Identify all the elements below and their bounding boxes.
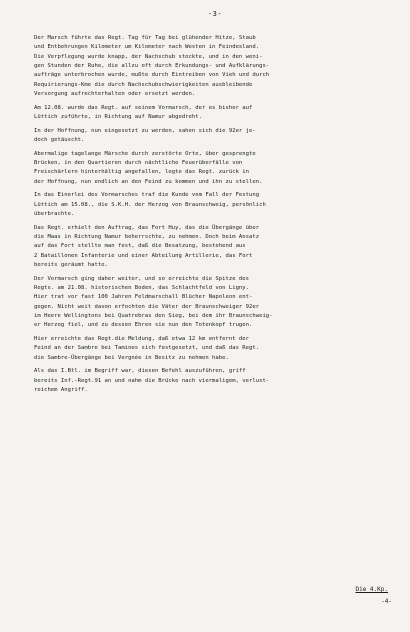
text-line: bereits Inf.-Regt.91 an und nahm die Brücke nach viermaligem, verlust- [34,377,270,384]
text-line: aufträge unterbrochen wurde, mußte durch Eintreiben von Vieh und durch [34,72,270,79]
paragraph [34,275,396,331]
paragraph [34,224,396,271]
text-line: Abermalige tagelange Märsche durch zerstörte Orte, über gesprengte [34,150,256,157]
text-line: Brücken, in den Quartieren durch nächtliche Feuerüberfälle von [34,160,243,167]
text-line: und Entbehrungen Kilometer um Kilometer nach Westen in Feindesland. [34,44,260,51]
text-line: Der Vormarsch ging daher weiter, und so erreichte die Spitze des [34,275,250,282]
text-line: Der Marsch führte das Regt. Tag für Tag bei glühender Hitze, Staub [34,35,256,41]
text-line: Requirierungs-Kme die durch Nachschubschwierigkeiten ausbleibende [34,81,253,88]
paragraph [34,150,396,187]
text-line: Das Regt. erhielt den Auftrag, das Fort Huy, das die Übergänge über [34,224,260,231]
page-number: -3- [207,10,223,18]
text-line: bereits geräumt hatte. [34,262,108,269]
text-line: In der Hoffnung, nun eingesetzt zu werden, sahen sich die 92er je- [34,127,256,134]
text-line: In das Einerlei des Vormarsches traf die Kunde vom Fall der Festung [34,192,260,199]
text-line: Feind an der Sambre bei Tamines sich festgesetzt, und daß das Regt. [34,345,260,352]
text-line: 2 Bataillonen Infanterie und einer Abteilung Artillerie, das Fort [34,252,253,259]
text-line: Die Verpflegung wurde knapp, der Nachschub stockte, und in den weni- [34,53,263,60]
text-line: Lüttich zuführte, in Richtung auf Namur abgedreht. [34,114,202,121]
text-line: doch getäuscht. [34,137,85,144]
paragraph [34,191,396,219]
text-line: Versorgung aufrechterhalten oder ersetzt werden. [34,91,196,98]
text-line: die Sambre-Übergänge bei Vergnée in Besitz zu nehmen habe. [34,354,229,361]
text-line: gen Stunden der Ruhe, die allzu oft durch Erkundungs- und Aufklärungs- [34,63,270,70]
text-line: Hier trat vor fast 100 Jahren Feldmarschall Blücher Napoleon ent- [34,294,253,301]
text-line: Als das I.Btl. im Begriff war, diesen Befehl auszuführen, griff [34,368,246,375]
text-line: überbrachte. [34,211,75,218]
text-line: im Heere Wellingtons bei Quatrebras den Sieg, bei dem ihr Braunschweig- [34,313,273,320]
paragraph [34,34,396,99]
paragraph [34,367,396,395]
text-line: Lüttich am 15.08., die S.K.H. der Herzog von Braunschweig, persönlich [34,201,266,208]
text-line: Hier erreichte das Regt.die Meldung, daß etwa 12 km entfernt der [34,336,250,343]
text-line: reichem Angriff. [34,387,88,394]
text-line: gegen. Nicht weit davon erfochten die Väter der Braunschweiger 92er [34,303,260,310]
text-line: Freischärlern hinterhältig angefallen, legte das Regt. zurück in [34,169,250,176]
paragraph [34,104,396,123]
text-line: der Hoffnung, nun endlich an den Feind zu kommen und ihn zu stellen. [34,178,263,185]
paragraph [34,335,396,363]
text-line: auf das Fort stellte man fest, daß die Besatzung, bestehend aus [34,243,246,250]
text-line: Am 12.08. wurde das Regt. auf seinem Vormarsch, der es bisher auf [34,104,253,111]
next-page-mark: -4- [381,598,392,605]
text-line: Regts. am 21.08. historischen Boden, das Schlachtfeld von Ligny. [34,285,250,292]
closing-reference: Die 4.Kp. [355,586,388,593]
text-line: er Herzog fiel, und zu dessen Ehren sie nun den Totenkopf trugen. [34,322,253,329]
text-line: die Maas in Richtung Namur beherrschte, zu nehmen. Doch beim Ansatz [34,234,260,241]
paragraph [34,127,396,146]
